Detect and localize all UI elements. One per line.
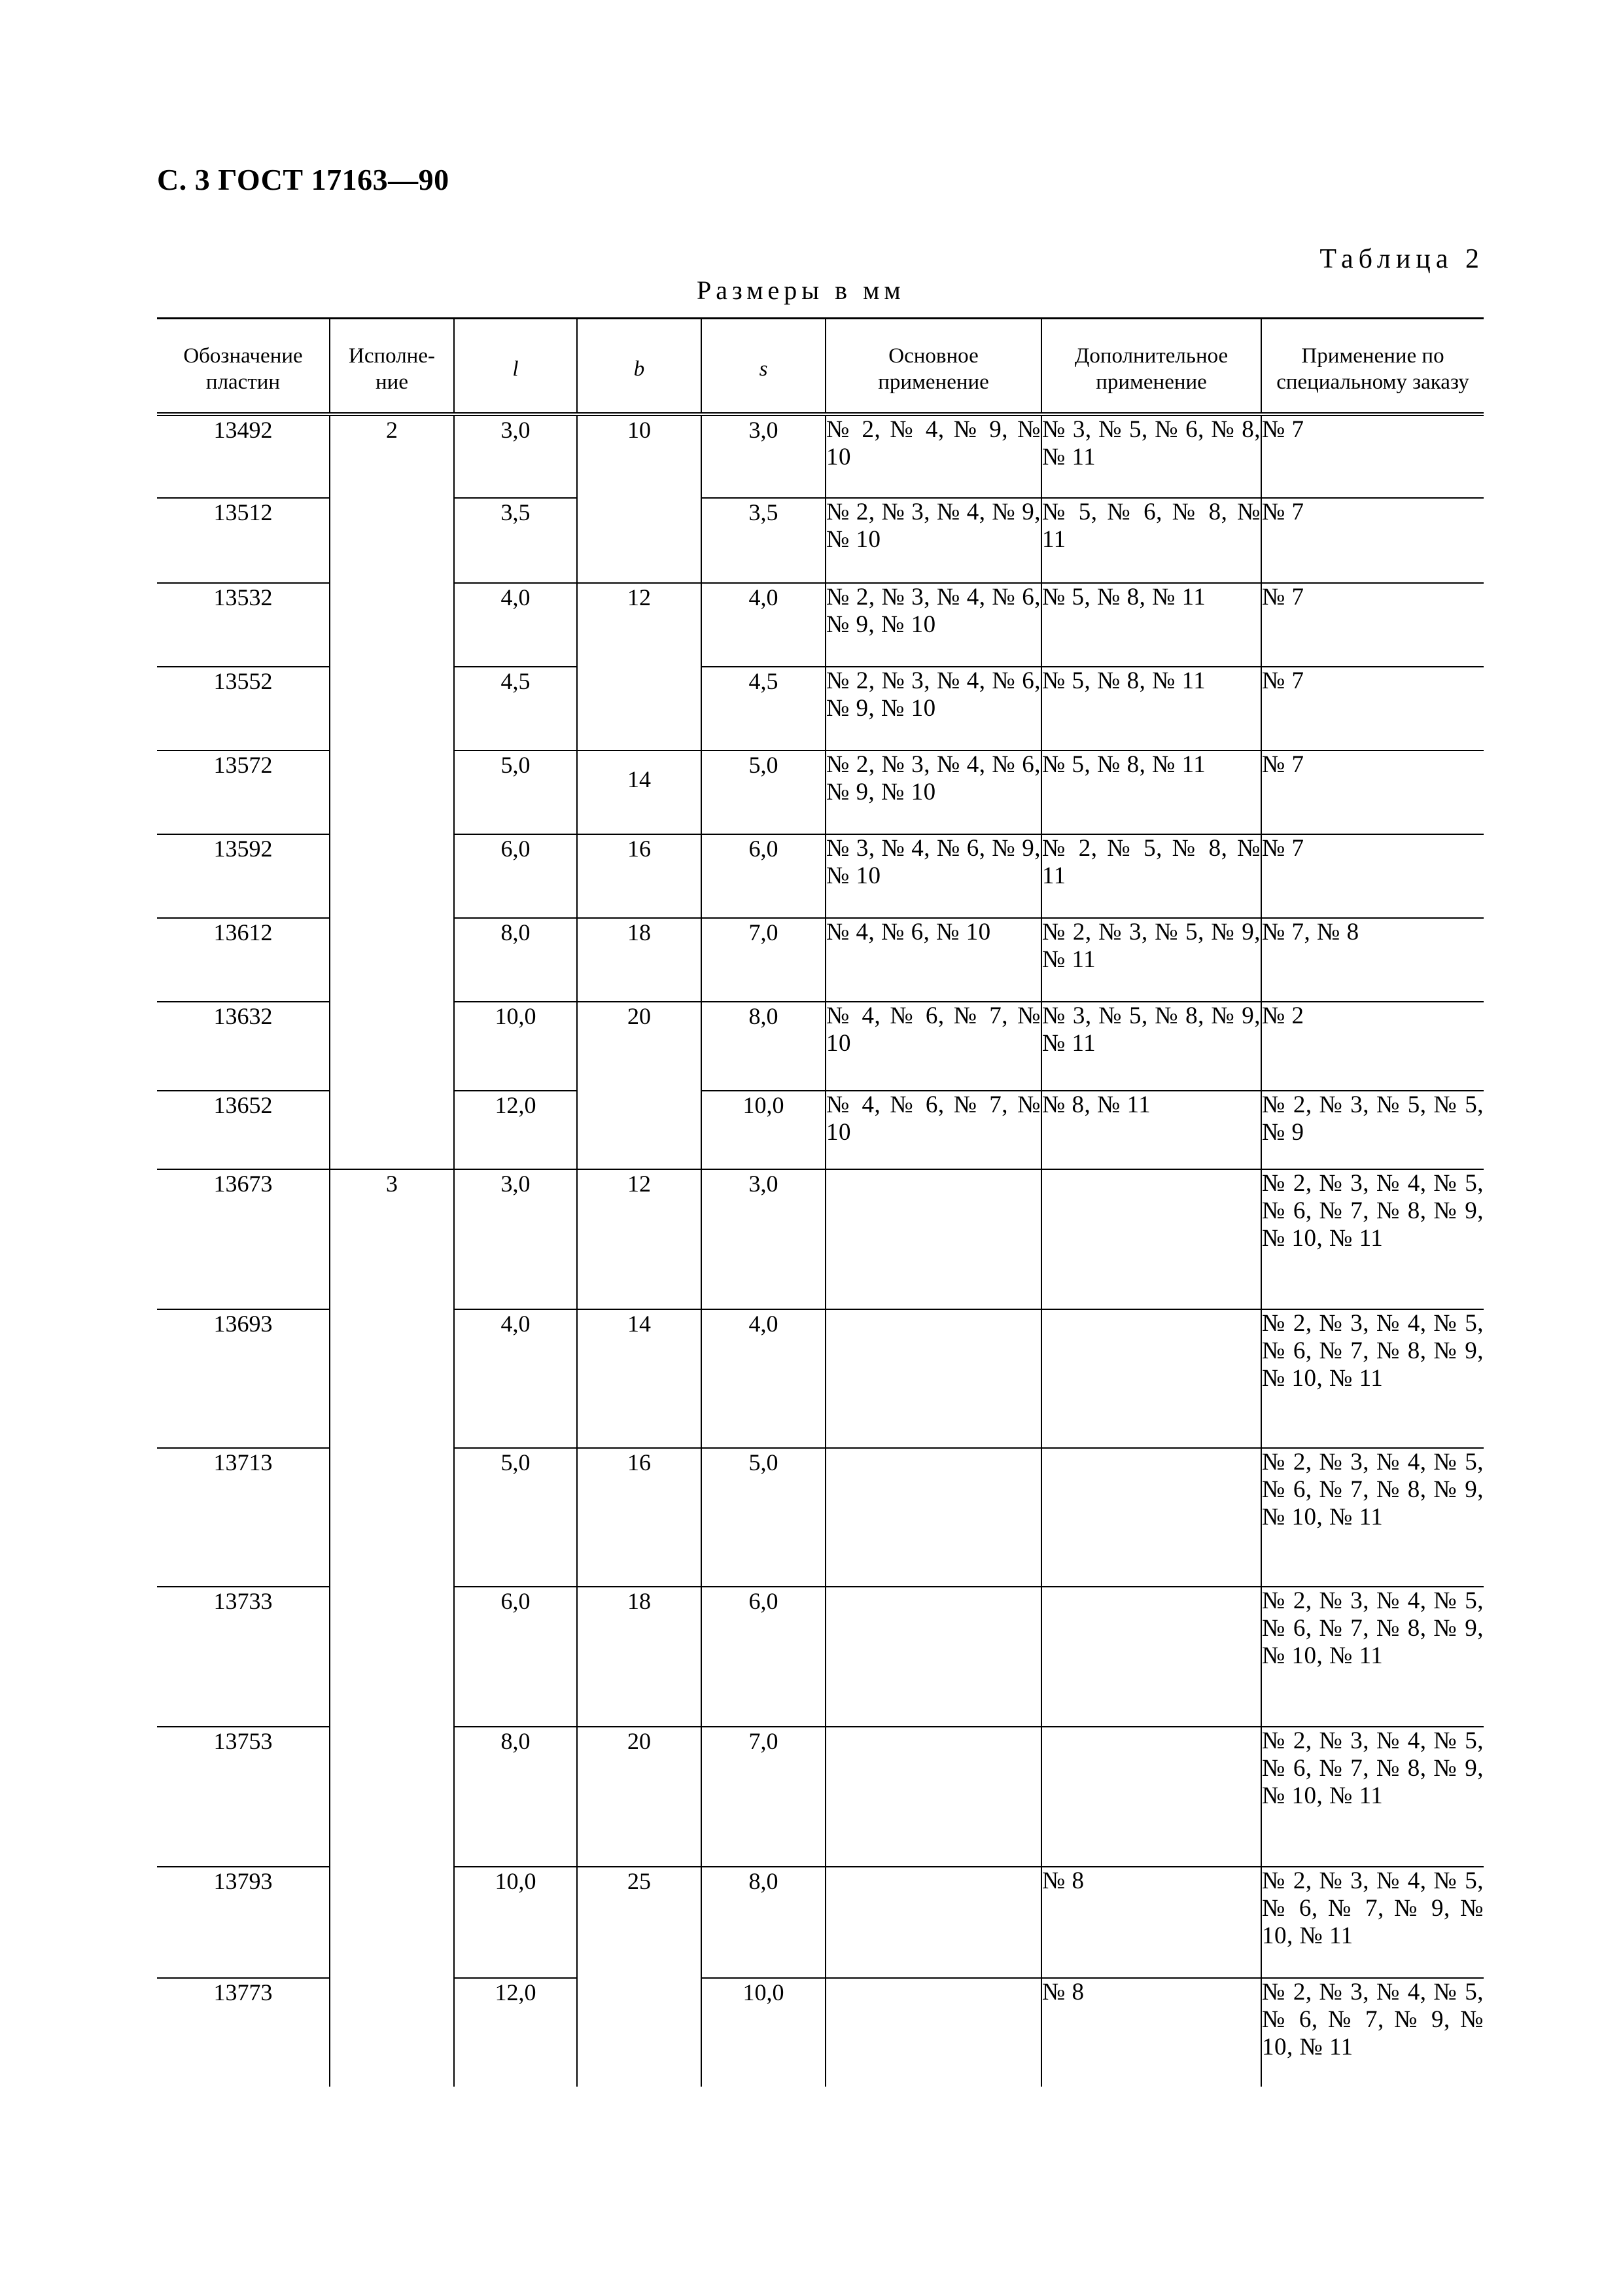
special-application: № 2, № 3, № 4, № 5, № 6, № 7, № 9, № 10, № 11 bbox=[1261, 1978, 1484, 2087]
main-application bbox=[826, 1978, 1041, 2087]
extra-application: № 8, № 11 bbox=[1041, 1091, 1261, 1169]
plate-code: 13693 bbox=[157, 1309, 330, 1448]
l-cell: 10,0 bbox=[454, 1002, 577, 1091]
extra-application bbox=[1041, 1169, 1261, 1309]
s-cell: 6,0 bbox=[701, 834, 826, 918]
plate-code: 13793 bbox=[157, 1867, 330, 1978]
plate-code: 13592 bbox=[157, 834, 330, 918]
l-cell: 5,0 bbox=[454, 1448, 577, 1587]
special-application: № 7 bbox=[1261, 834, 1484, 918]
special-application: № 2, № 3, № 4, № 5, № 6, № 7, № 8, № 9, № 10, № 11 bbox=[1261, 1727, 1484, 1867]
l-cell: 3,0 bbox=[454, 414, 577, 498]
plate-code: 13652 bbox=[157, 1091, 330, 1169]
extra-application: № 5, № 6, № 8, № 11 bbox=[1041, 498, 1261, 583]
main-application: № 2, № 3, № 4, № 6, № 9, № 10 bbox=[826, 667, 1041, 751]
b-cell: 16 bbox=[577, 834, 701, 918]
plate-code: 13532 bbox=[157, 583, 330, 667]
b-cell: 16 bbox=[577, 1448, 701, 1587]
main-application bbox=[826, 1867, 1041, 1978]
special-application: № 7 bbox=[1261, 751, 1484, 834]
extra-application: № 3, № 5, № 8, № 9, № 11 bbox=[1041, 1002, 1261, 1091]
l-cell: 12,0 bbox=[454, 1091, 577, 1169]
b-cell: 20 bbox=[577, 1727, 701, 1867]
special-application: № 2 bbox=[1261, 1002, 1484, 1091]
plate-code: 13492 bbox=[157, 414, 330, 498]
column-header: b bbox=[577, 319, 701, 415]
special-application: № 2, № 3, № 4, № 5, № 6, № 7, № 8, № 9, № 10, № 11 bbox=[1261, 1309, 1484, 1448]
column-header: Основное применение bbox=[826, 319, 1041, 415]
plate-code: 13753 bbox=[157, 1727, 330, 1867]
plate-code: 13572 bbox=[157, 751, 330, 834]
b-cell: 14 bbox=[577, 1309, 701, 1448]
main-application: № 4, № 6, № 7, № 10 bbox=[826, 1091, 1041, 1169]
main-application bbox=[826, 1587, 1041, 1727]
table-header-row bbox=[157, 319, 1484, 415]
l-cell: 4,5 bbox=[454, 667, 577, 751]
b-cell: 12 bbox=[577, 583, 701, 751]
column-header: Применение по специальному заказу bbox=[1261, 319, 1484, 415]
main-application: № 2, № 4, № 9, № 10 bbox=[826, 414, 1041, 498]
extra-application bbox=[1041, 1448, 1261, 1587]
main-application bbox=[826, 1727, 1041, 1867]
l-cell: 3,5 bbox=[454, 498, 577, 583]
l-cell: 6,0 bbox=[454, 1587, 577, 1727]
plate-code: 13512 bbox=[157, 498, 330, 583]
main-application bbox=[826, 1448, 1041, 1587]
special-application: № 7 bbox=[1261, 667, 1484, 751]
l-cell: 8,0 bbox=[454, 1727, 577, 1867]
main-application: № 2, № 3, № 4, № 6, № 9, № 10 bbox=[826, 583, 1041, 667]
column-header: s bbox=[701, 319, 826, 415]
column-header: Обозначение пластин bbox=[157, 319, 330, 415]
extra-application: № 8 bbox=[1041, 1978, 1261, 2087]
s-cell: 3,5 bbox=[701, 498, 826, 583]
variant-cell: 2 bbox=[330, 414, 454, 1169]
column-header: l bbox=[454, 319, 577, 415]
special-application: № 7 bbox=[1261, 414, 1484, 498]
s-cell: 7,0 bbox=[701, 1727, 826, 1867]
special-application: № 7 bbox=[1261, 583, 1484, 667]
s-cell: 3,0 bbox=[701, 414, 826, 498]
s-cell: 4,0 bbox=[701, 1309, 826, 1448]
special-application: № 7 bbox=[1261, 498, 1484, 583]
units-caption: Размеры в мм bbox=[697, 275, 905, 305]
column-header: Дополнительное применение bbox=[1041, 319, 1261, 415]
s-cell: 4,5 bbox=[701, 667, 826, 751]
l-cell: 8,0 bbox=[454, 918, 577, 1002]
table-row bbox=[157, 414, 1484, 498]
extra-application: № 5, № 8, № 11 bbox=[1041, 667, 1261, 751]
s-cell: 6,0 bbox=[701, 1587, 826, 1727]
plate-code: 13632 bbox=[157, 1002, 330, 1091]
column-header: Исполне-ние bbox=[330, 319, 454, 415]
extra-application bbox=[1041, 1309, 1261, 1448]
main-application: № 4, № 6, № 10 bbox=[826, 918, 1041, 1002]
l-cell: 6,0 bbox=[454, 834, 577, 918]
plates-table bbox=[157, 317, 1484, 2087]
main-application: № 2, № 3, № 4, № 6, № 9, № 10 bbox=[826, 751, 1041, 834]
special-application: № 2, № 3, № 4, № 5, № 6, № 7, № 9, № 10, № 11 bbox=[1261, 1867, 1484, 1978]
main-application bbox=[826, 1309, 1041, 1448]
b-cell: 18 bbox=[577, 1587, 701, 1727]
l-cell: 4,0 bbox=[454, 1309, 577, 1448]
b-cell: 25 bbox=[577, 1867, 701, 2087]
b-cell: 12 bbox=[577, 1169, 701, 1309]
plate-code: 13552 bbox=[157, 667, 330, 751]
extra-application: № 5, № 8, № 11 bbox=[1041, 751, 1261, 834]
b-cell: 10 bbox=[577, 414, 701, 583]
extra-application: № 8 bbox=[1041, 1867, 1261, 1978]
table-row bbox=[157, 1169, 1484, 1309]
s-cell: 3,0 bbox=[701, 1169, 826, 1309]
l-cell: 12,0 bbox=[454, 1978, 577, 2087]
l-cell: 4,0 bbox=[454, 583, 577, 667]
variant-cell: 3 bbox=[330, 1169, 454, 2087]
s-cell: 8,0 bbox=[701, 1002, 826, 1091]
extra-application: № 2, № 5, № 8, № 11 bbox=[1041, 834, 1261, 918]
main-application: № 3, № 4, № 6, № 9, № 10 bbox=[826, 834, 1041, 918]
s-cell: 5,0 bbox=[701, 1448, 826, 1587]
main-application: № 4, № 6, № 7, № 10 bbox=[826, 1002, 1041, 1091]
special-application: № 2, № 3, № 4, № 5, № 6, № 7, № 8, № 9, № 10, № 11 bbox=[1261, 1448, 1484, 1587]
l-cell: 10,0 bbox=[454, 1867, 577, 1978]
extra-application: № 2, № 3, № 5, № 9, № 11 bbox=[1041, 918, 1261, 1002]
b-cell: 20 bbox=[577, 1002, 701, 1169]
plate-code: 13773 bbox=[157, 1978, 330, 2087]
b-cell: 14 bbox=[577, 751, 701, 834]
special-application: № 2, № 3, № 5, № 5, № 9 bbox=[1261, 1091, 1484, 1169]
l-cell: 5,0 bbox=[454, 751, 577, 834]
plate-code: 13713 bbox=[157, 1448, 330, 1587]
page-title: С. 3 ГОСТ 17163—90 bbox=[157, 163, 449, 196]
s-cell: 7,0 bbox=[701, 918, 826, 1002]
extra-application: № 5, № 8, № 11 bbox=[1041, 583, 1261, 667]
l-cell: 3,0 bbox=[454, 1169, 577, 1309]
s-cell: 4,0 bbox=[701, 583, 826, 667]
special-application: № 2, № 3, № 4, № 5, № 6, № 7, № 8, № 9, № 10, № 11 bbox=[1261, 1169, 1484, 1309]
main-application bbox=[826, 1169, 1041, 1309]
special-application: № 2, № 3, № 4, № 5, № 6, № 7, № 8, № 9, № 10, № 11 bbox=[1261, 1587, 1484, 1727]
main-application: № 2, № 3, № 4, № 9, № 10 bbox=[826, 498, 1041, 583]
extra-application bbox=[1041, 1727, 1261, 1867]
plate-code: 13673 bbox=[157, 1169, 330, 1309]
table-caption: Таблица 2 bbox=[1319, 244, 1484, 274]
s-cell: 10,0 bbox=[701, 1091, 826, 1169]
special-application: № 7, № 8 bbox=[1261, 918, 1484, 1002]
s-cell: 10,0 bbox=[701, 1978, 826, 2087]
s-cell: 5,0 bbox=[701, 751, 826, 834]
s-cell: 8,0 bbox=[701, 1867, 826, 1978]
b-cell: 18 bbox=[577, 918, 701, 1002]
plate-code: 13733 bbox=[157, 1587, 330, 1727]
extra-application: № 3, № 5, № 6, № 8, № 11 bbox=[1041, 414, 1261, 498]
plate-code: 13612 bbox=[157, 918, 330, 1002]
extra-application bbox=[1041, 1587, 1261, 1727]
